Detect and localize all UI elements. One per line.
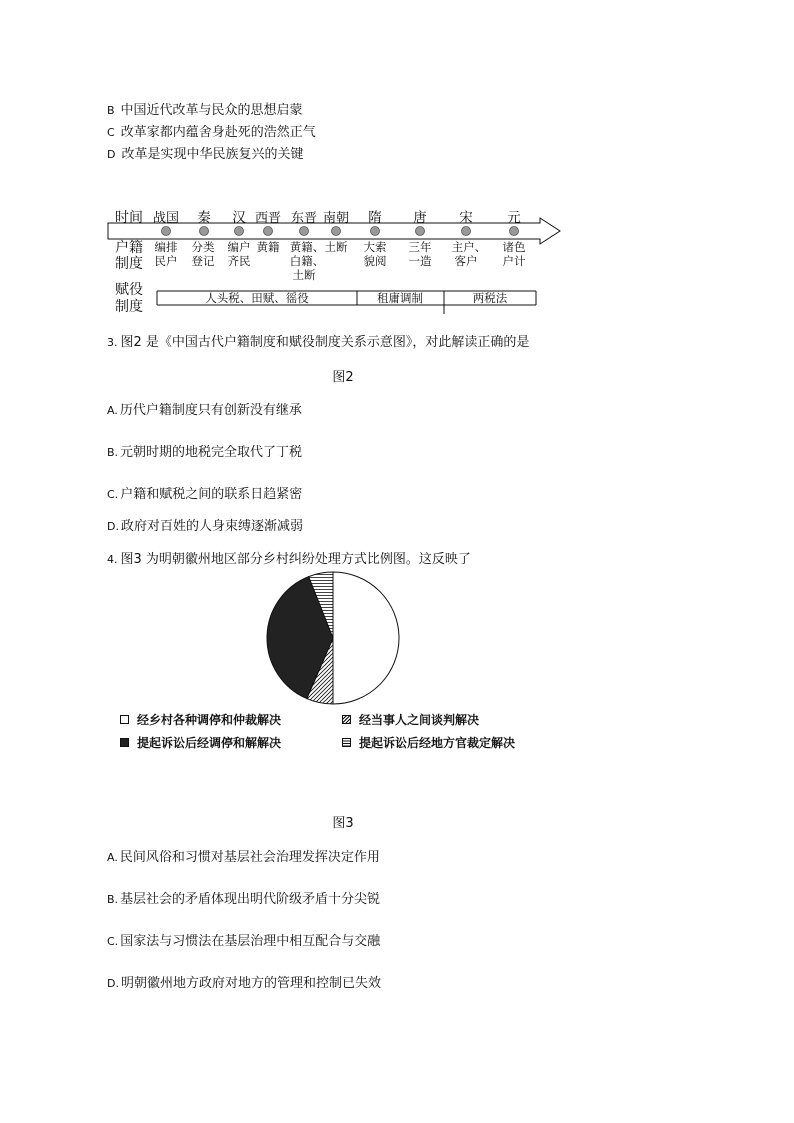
q3-option-d — [107, 515, 303, 534]
timeline-period-dot — [264, 227, 273, 236]
timeline-period-label: 汉 — [232, 210, 246, 226]
timeline-huji-item: 民户 — [154, 254, 178, 268]
timeline-huji-item: 白籍、 — [289, 254, 325, 268]
timeline-huji-item: 齐民 — [227, 254, 251, 268]
figure-3-caption: 图3 — [332, 816, 354, 831]
timeline-huji-item: 户计 — [502, 254, 526, 268]
timeline-huji-item: 貌阅 — [363, 254, 387, 268]
timeline-period-label: 宋 — [459, 210, 473, 226]
option-text: 民间风俗和习惯对基层社会治理发挥决定作用 — [119, 850, 380, 865]
timeline-period-label: 战国 — [152, 211, 180, 226]
pie-slice-mediation — [333, 572, 399, 704]
timeline-huji-item: 登记 — [191, 254, 215, 268]
timeline-huji-item: 主户、 — [451, 240, 487, 254]
timeline-period-label: 秦 — [197, 210, 211, 226]
q3-option-a — [107, 399, 302, 418]
q3-stem — [107, 331, 529, 350]
timeline-figure — [0, 0, 794, 330]
legend-label: 提起诉讼后经地方官裁定解决 — [359, 736, 516, 750]
timeline-huji-item: 一造 — [408, 254, 432, 268]
option-key: B — [107, 104, 115, 117]
timeline-huji-item: 土断 — [292, 268, 316, 282]
q4-option-c — [107, 930, 380, 949]
timeline-huji-item: 编排 — [154, 240, 178, 254]
timeline-huji-item: 黄籍、 — [289, 240, 325, 254]
option-key: C — [107, 126, 115, 139]
option-text: 改革是实现中华民族复兴的关键 — [121, 147, 304, 162]
timeline-huji-item: 土断 — [324, 240, 348, 254]
question-number: 3. — [107, 336, 118, 349]
option-key: C. — [107, 935, 119, 948]
timeline-arrow-joint — [539, 224, 541, 239]
timeline-huji-item: 客户 — [454, 254, 478, 268]
timeline-huji-item: 黄籍 — [256, 240, 280, 254]
option-key: B. — [107, 446, 119, 459]
fuyi-segment-label: 两税法 — [472, 291, 508, 305]
option-text: 国家法与习惯法在基层治理中相互配合与交融 — [120, 934, 381, 949]
figure-2-caption: 图2 — [332, 370, 354, 385]
question-number: 4. — [107, 553, 118, 566]
question-stem: 图3 为明朝徽州地区部分乡村纠纷处理方式比例图。这反映了 — [120, 552, 471, 567]
q4-stem — [107, 548, 471, 567]
pie-chart — [255, 567, 405, 712]
timeline-period-dot — [416, 227, 425, 236]
timeline-period-dot — [300, 227, 309, 236]
q3-option-b — [107, 441, 302, 460]
option-key: B. — [107, 893, 119, 906]
legend-item-official-ruling — [342, 734, 515, 751]
timeline-period-label: 东晋 — [290, 211, 318, 226]
option-text: 户籍和赋税之间的联系日趋紧密 — [120, 487, 303, 502]
timeline-row-label-huji: 户籍 — [115, 240, 143, 256]
timeline-huji-item: 诸色 — [502, 240, 526, 254]
timeline-period-label: 元 — [507, 210, 521, 226]
option-key: D — [107, 148, 116, 161]
timeline-period-dot — [235, 227, 244, 236]
legend-swatch-dark — [120, 738, 129, 747]
option-text: 中国近代改革与民众的思想启蒙 — [120, 103, 303, 118]
option-text: 明朝徽州地方政府对地方的管理和控制已失效 — [120, 976, 381, 991]
timeline-period-dot — [200, 227, 209, 236]
timeline-period-dot — [162, 227, 171, 236]
question-stem: 图2 是《中国古代户籍制度和赋役制度关系示意图》，对此解读正确的是 — [120, 335, 530, 350]
timeline-row-label-time: 时间 — [115, 210, 143, 226]
option-key: D. — [107, 520, 119, 533]
legend-swatch-horizontal — [342, 738, 351, 747]
option-key: A. — [107, 851, 118, 864]
timeline-row-label-fuyi: 赋役 — [115, 282, 143, 298]
timeline-period-label: 唐 — [413, 210, 427, 226]
timeline-huji-item: 分类 — [191, 240, 215, 254]
timeline-arrow-head — [540, 218, 560, 244]
timeline-period-dot — [462, 227, 471, 236]
timeline-huji-item: 编户 — [227, 240, 251, 254]
legend-label: 提起诉讼后经调停和解解决 — [137, 736, 282, 750]
timeline-period-dot — [510, 227, 519, 236]
legend-item-negotiation — [342, 711, 479, 728]
fuyi-segment-label: 人头税、田赋、徭役 — [205, 291, 309, 305]
q4-option-b — [107, 888, 380, 907]
option-text: 基层社会的矛盾体现出明代阶级矛盾十分尖锐 — [120, 892, 381, 907]
legend-swatch-white — [120, 715, 129, 724]
legend-item-litigation-mediation — [120, 734, 281, 751]
timeline-period-dot — [332, 227, 341, 236]
option-key: D. — [107, 977, 119, 990]
option-text: 政府对百姓的人身束缚逐渐减弱 — [120, 519, 303, 534]
legend-item-mediation — [120, 711, 281, 728]
timeline-row-label-huji: 制度 — [115, 256, 143, 272]
q3-option-c — [107, 483, 302, 502]
fuyi-segment-label: 租庸调制 — [377, 291, 423, 305]
legend-label: 经乡村各种调停和仲裁解决 — [137, 713, 282, 727]
option-text: 改革家都内蕴舍身赴死的浩然正气 — [120, 125, 316, 140]
timeline-huji-item: 三年 — [408, 240, 432, 254]
legend-label: 经当事人之间谈判解决 — [359, 713, 480, 727]
option-text: 历代户籍制度只有创新没有继承 — [119, 403, 302, 418]
q4-option-a — [107, 846, 380, 865]
legend-swatch-diagonal — [342, 715, 351, 724]
q4-option-d — [107, 972, 381, 991]
option-key: A. — [107, 404, 118, 417]
timeline-period-label: 西晋 — [254, 211, 282, 226]
timeline-period-label: 隋 — [368, 210, 382, 226]
timeline-row-label-fuyi: 制度 — [115, 299, 143, 315]
option-text: 元朝时期的地税完全取代了丁税 — [120, 445, 303, 460]
timeline-period-label: 南朝 — [322, 211, 350, 226]
option-key: C. — [107, 488, 119, 501]
timeline-period-dot — [371, 227, 380, 236]
timeline-huji-item: 大索 — [363, 240, 387, 254]
